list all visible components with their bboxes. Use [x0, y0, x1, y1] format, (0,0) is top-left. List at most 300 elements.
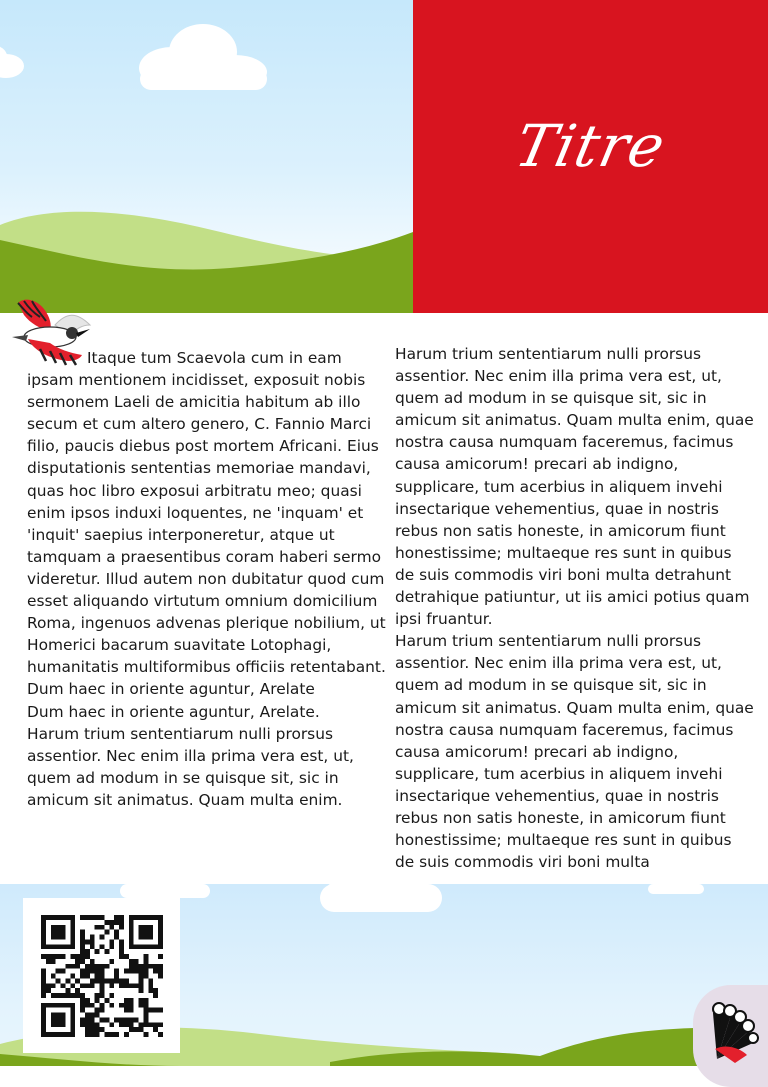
- qr-module: [41, 993, 46, 998]
- qr-module: [65, 944, 70, 949]
- qr-module: [114, 920, 119, 925]
- qr-module: [143, 1008, 148, 1013]
- qr-module: [80, 954, 85, 959]
- qr-module: [80, 969, 85, 974]
- qr-module: [51, 1022, 56, 1027]
- qr-module: [51, 925, 56, 930]
- qr-module: [148, 988, 153, 993]
- qr-module: [139, 925, 144, 930]
- qr-module: [109, 1022, 114, 1027]
- qr-module: [129, 983, 134, 988]
- qr-module: [46, 1032, 51, 1037]
- qr-module: [61, 1017, 66, 1022]
- qr-module: [51, 1017, 56, 1022]
- qr-module: [100, 935, 105, 940]
- qr-module: [51, 974, 56, 979]
- qr-module: [129, 930, 134, 935]
- qr-module: [85, 998, 90, 1003]
- qr-module: [114, 1017, 119, 1022]
- qr-module: [100, 944, 105, 949]
- qr-module: [129, 1027, 134, 1032]
- paragraph: Harum trium sententiarum nulli prorsus assentior. Nec enim illa prima vera est, ut, quem ad modum in se quisque sit, sic in amicum sit animatus. Quam multa enim, quae nostra causa numquam faceremus, facimus causa amicorum! precari ab indigno, supplicare, tum acerbius in aliquem invehi insectarique vehementius, quae in nostris rebus non satis honeste, in amicorum fiunt honestissime; multaeque res sunt in quibus de suis commodis viri boni multa detrahunt detrahique patiuntur, ut iis amici potius quam ipsi fruantur.: [395, 345, 754, 629]
- qr-code[interactable]: [23, 898, 180, 1053]
- qr-module: [119, 978, 124, 983]
- qr-module: [129, 1003, 134, 1008]
- qr-module: [65, 993, 70, 998]
- qr-module: [90, 944, 95, 949]
- qr-module: [148, 935, 153, 940]
- qr-module: [90, 1003, 95, 1008]
- qr-module: [109, 920, 114, 925]
- qr-module: [51, 993, 56, 998]
- qr-module: [104, 964, 109, 969]
- qr-module: [119, 920, 124, 925]
- qr-module: [153, 915, 158, 920]
- qr-module: [56, 1003, 61, 1008]
- qr-module: [80, 974, 85, 979]
- qr-module: [95, 1022, 100, 1027]
- qr-module: [41, 1013, 46, 1018]
- qr-module: [90, 964, 95, 969]
- qr-module: [109, 944, 114, 949]
- qr-module: [90, 978, 95, 983]
- qr-module: [153, 964, 158, 969]
- qr-module: [75, 964, 80, 969]
- qr-module: [109, 993, 114, 998]
- qr-module: [85, 983, 90, 988]
- qr-module: [65, 978, 70, 983]
- qr-module: [70, 1027, 75, 1032]
- qr-module: [100, 925, 105, 930]
- qr-module: [104, 998, 109, 1003]
- paragraph: Dum haec in oriente aguntur, Arelate.: [27, 702, 320, 721]
- qr-module: [61, 930, 66, 935]
- qr-module: [158, 1032, 163, 1037]
- qr-module: [148, 983, 153, 988]
- qr-module: [124, 1008, 129, 1013]
- qr-module: [56, 935, 61, 940]
- qr-module: [95, 978, 100, 983]
- qr-module: [41, 983, 46, 988]
- qr-module: [100, 915, 105, 920]
- qr-module: [85, 915, 90, 920]
- qr-module: [46, 959, 51, 964]
- qr-module: [134, 959, 139, 964]
- qr-module: [61, 954, 66, 959]
- qr-module: [51, 1003, 56, 1008]
- qr-module: [80, 1022, 85, 1027]
- qr-module: [109, 1003, 114, 1008]
- qr-module: [80, 959, 85, 964]
- qr-module: [85, 1017, 90, 1022]
- qr-module: [134, 915, 139, 920]
- qr-module: [51, 935, 56, 940]
- qr-module: [56, 930, 61, 935]
- qr-module: [158, 915, 163, 920]
- qr-code-pattern: [41, 915, 163, 1037]
- cloud-shape: [120, 884, 210, 898]
- qr-module: [139, 915, 144, 920]
- qr-module: [41, 925, 46, 930]
- qr-module: [134, 964, 139, 969]
- qr-module: [90, 939, 95, 944]
- qr-module: [70, 930, 75, 935]
- qr-module: [129, 939, 134, 944]
- qr-module: [85, 964, 90, 969]
- qr-module: [41, 944, 46, 949]
- qr-module: [80, 944, 85, 949]
- qr-module: [139, 1022, 144, 1027]
- qr-module: [70, 983, 75, 988]
- qr-module: [70, 944, 75, 949]
- qr-module: [148, 915, 153, 920]
- qr-module: [100, 1008, 105, 1013]
- qr-module: [90, 935, 95, 940]
- qr-module: [80, 939, 85, 944]
- qr-module: [56, 1022, 61, 1027]
- qr-module: [75, 978, 80, 983]
- qr-module: [41, 1008, 46, 1013]
- qr-module: [70, 1022, 75, 1027]
- qr-module: [51, 944, 56, 949]
- landscape-art: [0, 0, 413, 313]
- qr-module: [129, 925, 134, 930]
- qr-module: [90, 983, 95, 988]
- page-title: Titre: [509, 112, 672, 180]
- qr-module: [119, 944, 124, 949]
- qr-module: [80, 1003, 85, 1008]
- qr-module: [153, 1027, 158, 1032]
- qr-module: [85, 1003, 90, 1008]
- qr-module: [95, 993, 100, 998]
- qr-module: [139, 978, 144, 983]
- qr-module: [143, 1003, 148, 1008]
- qr-module: [148, 930, 153, 935]
- qr-module: [119, 949, 124, 954]
- qr-module: [139, 974, 144, 979]
- qr-module: [70, 964, 75, 969]
- qr-module: [119, 925, 124, 930]
- qr-module: [139, 1027, 144, 1032]
- qr-module: [100, 964, 105, 969]
- qr-module: [80, 983, 85, 988]
- qr-module: [46, 944, 51, 949]
- cloud-shape: [648, 884, 704, 894]
- qr-module: [100, 974, 105, 979]
- qr-module: [95, 1032, 100, 1037]
- qr-module: [143, 944, 148, 949]
- qr-module: [153, 944, 158, 949]
- qr-module: [85, 939, 90, 944]
- qr-module: [143, 969, 148, 974]
- qr-module: [134, 1017, 139, 1022]
- qr-module: [148, 1022, 153, 1027]
- qr-module: [153, 969, 158, 974]
- qr-module: [148, 978, 153, 983]
- qr-module: [61, 944, 66, 949]
- qr-module: [139, 969, 144, 974]
- qr-module: [61, 969, 66, 974]
- qr-module: [95, 1027, 100, 1032]
- qr-module: [46, 988, 51, 993]
- qr-module: [139, 983, 144, 988]
- qr-module: [56, 969, 61, 974]
- qr-module: [90, 1017, 95, 1022]
- qr-module: [56, 993, 61, 998]
- paragraph: Harum trium sententiarum nulli prorsus assentior. Nec enim illa prima vera est, ut, quem ad modum in se quisque sit, sic in amicum sit animatus. Quam multa enim.: [27, 724, 354, 809]
- qr-module: [51, 1032, 56, 1037]
- qr-module: [90, 915, 95, 920]
- qr-module: [80, 1008, 85, 1013]
- qr-module: [46, 1003, 51, 1008]
- qr-module: [119, 915, 124, 920]
- qr-module: [114, 915, 119, 920]
- qr-module: [124, 1032, 129, 1037]
- qr-module: [124, 1022, 129, 1027]
- qr-module: [109, 983, 114, 988]
- qr-module: [129, 935, 134, 940]
- qr-module: [85, 1013, 90, 1018]
- qr-module: [41, 1027, 46, 1032]
- qr-module: [129, 915, 134, 920]
- qr-module: [65, 988, 70, 993]
- qr-module: [104, 920, 109, 925]
- qr-module: [85, 974, 90, 979]
- qr-module: [95, 915, 100, 920]
- qr-module: [139, 988, 144, 993]
- qr-module: [51, 1013, 56, 1018]
- qr-module: [56, 1013, 61, 1018]
- qr-module: [143, 930, 148, 935]
- qr-module: [124, 1003, 129, 1008]
- paragraph: Harum trium sententiarum nulli prorsus assentior. Nec enim illa prima vera est, ut, quem ad modum in se quisque sit, sic in amicum sit animatus. Quam multa enim, quae nostra causa numquam faceremus, facimus causa amicorum! precari ab indigno, supplicare, tum acerbius in aliquem invehi insectarique vehementius, quae in nostris rebus non satis honeste, in amicorum fiunt honestissime; multaeque res sunt in quibus de suis commodis viri boni multa: [395, 632, 754, 872]
- qr-module: [95, 974, 100, 979]
- qr-module: [90, 1027, 95, 1032]
- qr-module: [143, 1032, 148, 1037]
- qr-module: [153, 993, 158, 998]
- qr-module: [61, 1022, 66, 1027]
- qr-module: [56, 915, 61, 920]
- qr-module: [100, 1003, 105, 1008]
- qr-module: [100, 983, 105, 988]
- qr-module: [70, 1008, 75, 1013]
- qr-module: [80, 915, 85, 920]
- qr-module: [109, 925, 114, 930]
- qr-module: [46, 983, 51, 988]
- qr-module: [114, 935, 119, 940]
- qr-module: [124, 954, 129, 959]
- qr-module: [119, 1003, 124, 1008]
- qr-module: [70, 925, 75, 930]
- qr-module: [143, 1013, 148, 1018]
- qr-module: [56, 954, 61, 959]
- qr-module: [100, 993, 105, 998]
- qr-module: [70, 939, 75, 944]
- qr-module: [41, 974, 46, 979]
- qr-module: [143, 935, 148, 940]
- qr-module: [104, 930, 109, 935]
- paragraph-text: Itaque tum Scaevola cum in eam ipsam mentionem incidisset, exposuit nobis sermonem Laeli de amicitia habitum ab illo secum et cum altero genero, C. Fannio Marci filio, paucis diebus post mortem Africani. Eius disputationis sententias memoriae mandavi, quas hoc libro exposui arbitratu meo; quasi enim ipsos induxi loquentes, ne 'inquam' et 'inquit' saepius interponeretur, atque ut tamquam a praesentibus coram haberi sermo videretur. Illud autem non dubitatur quod cum esset aliquando virtutum omnium domicilium Roma, ingenuos advenas plerique nobilium, ut Homerici bacarum suavitate Lotophagi, humanitatis multiformibus officiis retentabant.: [27, 349, 386, 677]
- qr-module: [124, 998, 129, 1003]
- qr-module: [95, 998, 100, 1003]
- qr-module: [46, 954, 51, 959]
- qr-module: [124, 1017, 129, 1022]
- header-landscape-illustration: [0, 0, 413, 313]
- qr-module: [114, 969, 119, 974]
- qr-module: [158, 974, 163, 979]
- qr-module: [70, 935, 75, 940]
- qr-module: [139, 1003, 144, 1008]
- paragraph: [27, 347, 387, 678]
- qr-module: [75, 954, 80, 959]
- qr-module: [41, 939, 46, 944]
- qr-module: [70, 1013, 75, 1018]
- cloud-shape: [320, 884, 442, 912]
- qr-module: [104, 949, 109, 954]
- qr-module: [56, 1032, 61, 1037]
- qr-module: [90, 1022, 95, 1027]
- qr-module: [95, 949, 100, 954]
- qr-module: [158, 969, 163, 974]
- qr-module: [70, 915, 75, 920]
- fan-icon: [707, 997, 759, 1067]
- qr-module: [129, 964, 134, 969]
- qr-module: [109, 1032, 114, 1037]
- qr-module: [148, 964, 153, 969]
- qr-module: [148, 944, 153, 949]
- qr-module: [129, 969, 134, 974]
- qr-module: [41, 920, 46, 925]
- qr-module: [80, 998, 85, 1003]
- qr-module: [85, 1027, 90, 1032]
- qr-module: [119, 939, 124, 944]
- qr-module: [85, 1022, 90, 1027]
- qr-module: [61, 915, 66, 920]
- qr-module: [80, 935, 85, 940]
- qr-module: [129, 998, 134, 1003]
- qr-module: [100, 1027, 105, 1032]
- qr-module: [124, 969, 129, 974]
- qr-module: [134, 944, 139, 949]
- qr-module: [70, 974, 75, 979]
- qr-module: [114, 930, 119, 935]
- qr-module: [90, 959, 95, 964]
- qr-module: [61, 993, 66, 998]
- qr-module: [124, 978, 129, 983]
- qr-module: [70, 993, 75, 998]
- qr-module: [75, 959, 80, 964]
- qr-module: [41, 954, 46, 959]
- qr-module: [95, 969, 100, 974]
- qr-module: [85, 954, 90, 959]
- qr-module: [119, 1022, 124, 1027]
- qr-module: [90, 969, 95, 974]
- qr-module: [129, 944, 134, 949]
- qr-module: [61, 1032, 66, 1037]
- qr-module: [143, 925, 148, 930]
- qr-module: [41, 915, 46, 920]
- qr-module: [61, 1013, 66, 1018]
- qr-module: [51, 930, 56, 935]
- qr-module: [41, 930, 46, 935]
- qr-module: [119, 1017, 124, 1022]
- qr-module: [51, 983, 56, 988]
- cloud-shape: [0, 46, 24, 78]
- text-column-right: [395, 343, 755, 873]
- qr-module: [41, 1022, 46, 1027]
- qr-module: [153, 1008, 158, 1013]
- qr-module: [51, 959, 56, 964]
- qr-module: [143, 964, 148, 969]
- qr-module: [153, 988, 158, 993]
- logo-badge: [693, 985, 768, 1087]
- qr-module: [70, 1003, 75, 1008]
- qr-module: [134, 983, 139, 988]
- qr-module: [119, 954, 124, 959]
- qr-module: [104, 1017, 109, 1022]
- qr-module: [70, 954, 75, 959]
- qr-module: [139, 944, 144, 949]
- qr-module: [75, 988, 80, 993]
- cloud-shape: [139, 24, 267, 90]
- qr-module: [143, 1022, 148, 1027]
- qr-module: [124, 983, 129, 988]
- qr-module: [129, 1017, 134, 1022]
- qr-module: [90, 1013, 95, 1018]
- qr-module: [80, 930, 85, 935]
- qr-module: [104, 978, 109, 983]
- qr-module: [61, 925, 66, 930]
- qr-module: [119, 983, 124, 988]
- qr-module: [41, 978, 46, 983]
- qr-module: [129, 1008, 134, 1013]
- qr-module: [41, 935, 46, 940]
- qr-module: [90, 1032, 95, 1037]
- qr-module: [100, 978, 105, 983]
- qr-module: [41, 1032, 46, 1037]
- qr-module: [70, 1017, 75, 1022]
- qr-module: [61, 983, 66, 988]
- qr-module: [139, 998, 144, 1003]
- qr-module: [95, 1013, 100, 1018]
- qr-module: [41, 1003, 46, 1008]
- qr-module: [158, 930, 163, 935]
- qr-module: [95, 964, 100, 969]
- qr-module: [158, 925, 163, 930]
- qr-module: [95, 925, 100, 930]
- qr-module: [41, 1017, 46, 1022]
- qr-module: [85, 949, 90, 954]
- qr-module: [158, 939, 163, 944]
- qr-module: [158, 954, 163, 959]
- qr-module: [139, 930, 144, 935]
- qr-module: [109, 978, 114, 983]
- qr-module: [51, 915, 56, 920]
- qr-module: [143, 915, 148, 920]
- qr-module: [70, 920, 75, 925]
- qr-module: [65, 1032, 70, 1037]
- qr-module: [143, 974, 148, 979]
- qr-module: [114, 1032, 119, 1037]
- qr-module: [65, 1003, 70, 1008]
- qr-module: [56, 944, 61, 949]
- qr-module: [41, 969, 46, 974]
- qr-module: [80, 993, 85, 998]
- qr-module: [158, 964, 163, 969]
- qr-module: [148, 1008, 153, 1013]
- qr-module: [114, 974, 119, 979]
- qr-module: [129, 1022, 134, 1027]
